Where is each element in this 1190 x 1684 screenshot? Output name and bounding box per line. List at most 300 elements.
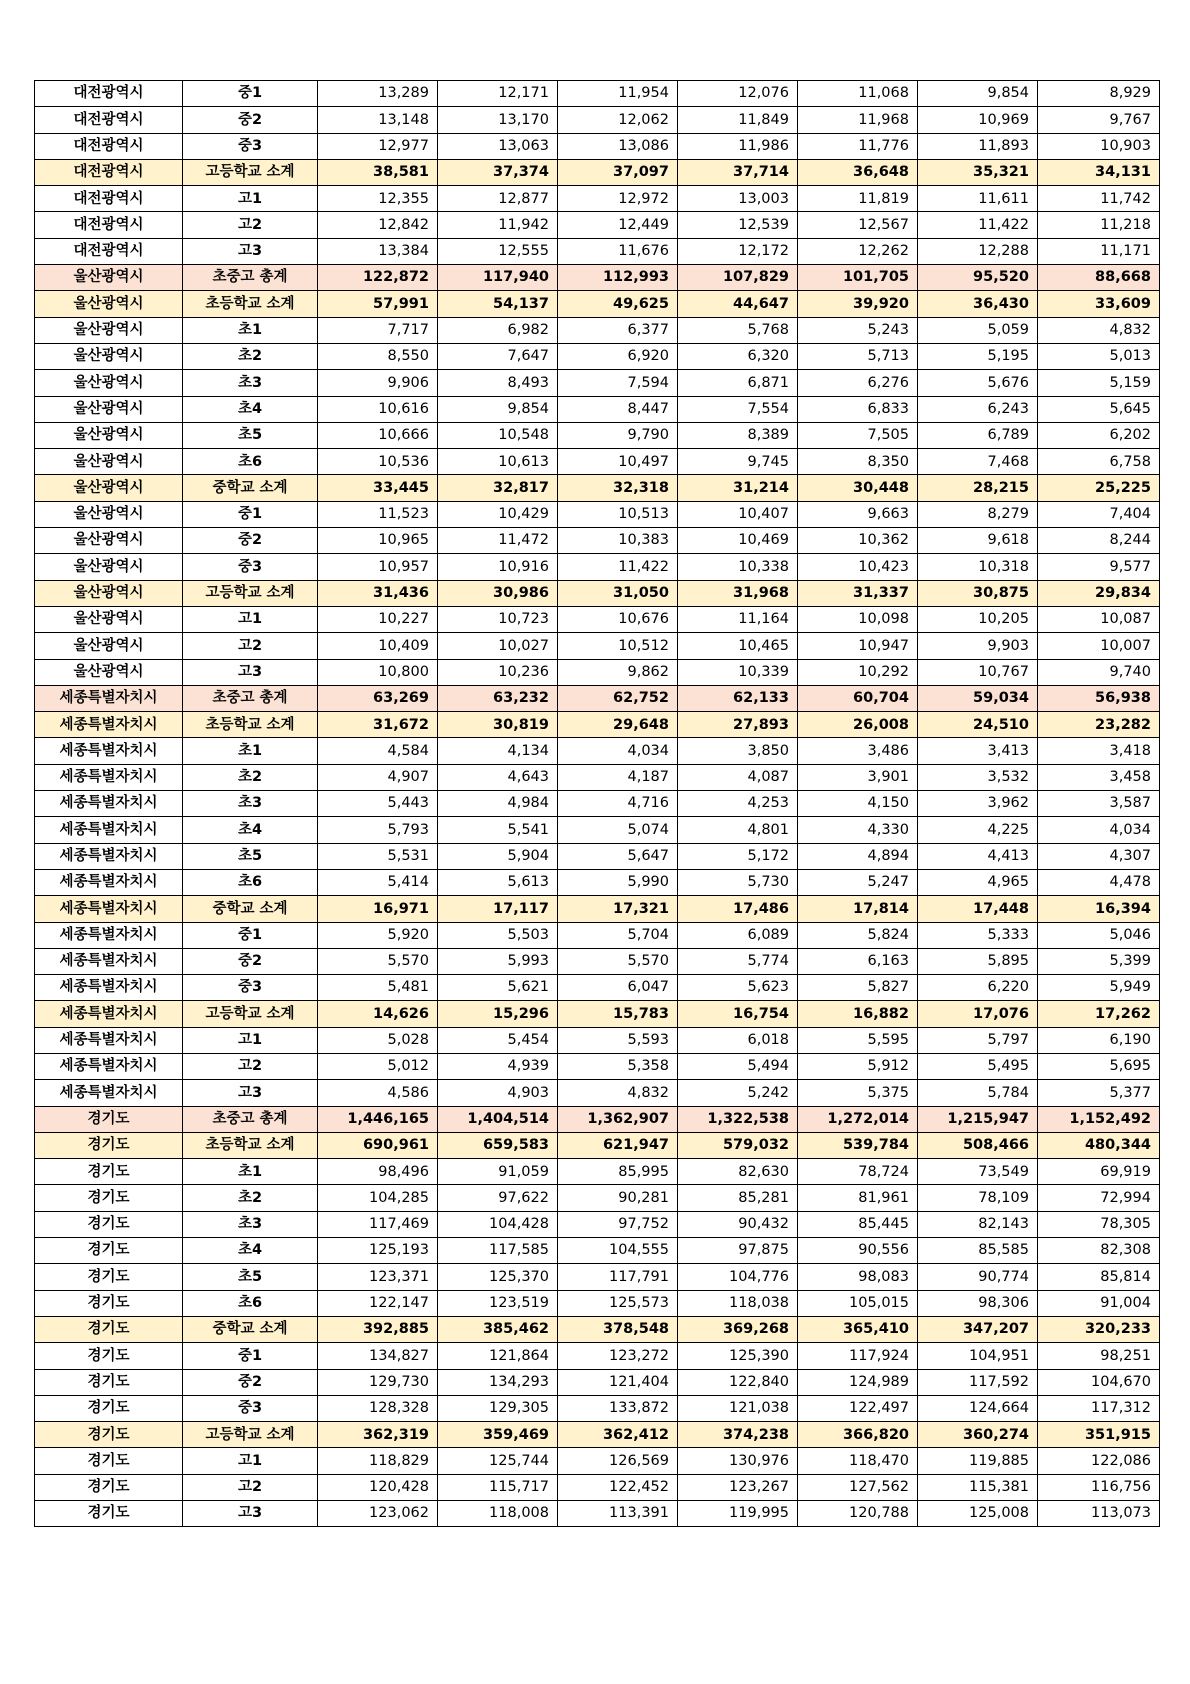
value-cell: 13,086 <box>558 133 678 159</box>
grade-cell: 초1 <box>183 1159 318 1185</box>
value-cell: 10,548 <box>438 422 558 448</box>
value-cell: 12,288 <box>918 238 1038 264</box>
value-cell: 104,428 <box>438 1211 558 1237</box>
value-cell: 85,445 <box>798 1211 918 1237</box>
value-cell: 125,008 <box>918 1501 1038 1527</box>
value-cell: 97,875 <box>678 1238 798 1264</box>
value-cell: 5,774 <box>678 948 798 974</box>
value-cell: 115,717 <box>438 1474 558 1500</box>
table-row <box>35 1474 1160 1500</box>
value-cell: 82,308 <box>1038 1238 1160 1264</box>
value-cell: 6,320 <box>678 343 798 369</box>
value-cell: 8,244 <box>1038 528 1160 554</box>
value-cell: 10,292 <box>798 659 918 685</box>
table-row <box>35 869 1160 895</box>
value-cell: 347,207 <box>918 1316 1038 1342</box>
table-row <box>35 633 1160 659</box>
value-cell: 579,032 <box>678 1132 798 1158</box>
value-cell: 9,854 <box>438 396 558 422</box>
value-cell: 129,305 <box>438 1395 558 1421</box>
table-row <box>35 1343 1160 1369</box>
value-cell: 1,446,165 <box>318 1106 438 1132</box>
value-cell: 5,990 <box>558 869 678 895</box>
value-cell: 117,585 <box>438 1238 558 1264</box>
value-cell: 3,850 <box>678 738 798 764</box>
grade-cell: 고1 <box>183 186 318 212</box>
value-cell: 5,531 <box>318 843 438 869</box>
table-row <box>35 1238 1160 1264</box>
region-cell: 경기도 <box>35 1290 183 1316</box>
region-cell: 세종특별자치시 <box>35 948 183 974</box>
region-cell: 울산광역시 <box>35 580 183 606</box>
value-cell: 12,977 <box>318 133 438 159</box>
value-cell: 4,832 <box>558 1080 678 1106</box>
value-cell: 118,829 <box>318 1448 438 1474</box>
value-cell: 4,716 <box>558 791 678 817</box>
value-cell: 116,756 <box>1038 1474 1160 1500</box>
grade-cell: 고3 <box>183 238 318 264</box>
value-cell: 10,423 <box>798 554 918 580</box>
region-cell: 울산광역시 <box>35 501 183 527</box>
value-cell: 8,550 <box>318 343 438 369</box>
value-cell: 369,268 <box>678 1316 798 1342</box>
region-cell: 세종특별자치시 <box>35 1027 183 1053</box>
value-cell: 7,404 <box>1038 501 1160 527</box>
grade-cell: 초등학교 소계 <box>183 291 318 317</box>
value-cell: 98,083 <box>798 1264 918 1290</box>
value-cell: 101,705 <box>798 265 918 291</box>
region-cell: 울산광역시 <box>35 265 183 291</box>
value-cell: 12,972 <box>558 186 678 212</box>
value-cell: 10,767 <box>918 659 1038 685</box>
value-cell: 5,541 <box>438 817 558 843</box>
value-cell: 118,038 <box>678 1290 798 1316</box>
grade-cell: 초중고 총계 <box>183 685 318 711</box>
region-cell: 울산광역시 <box>35 343 183 369</box>
region-cell: 경기도 <box>35 1132 183 1158</box>
table-row <box>35 1290 1160 1316</box>
value-cell: 9,862 <box>558 659 678 685</box>
value-cell: 123,272 <box>558 1343 678 1369</box>
value-cell: 5,768 <box>678 317 798 343</box>
grade-cell: 고등학교 소계 <box>183 1422 318 1448</box>
value-cell: 4,832 <box>1038 317 1160 343</box>
value-cell: 3,413 <box>918 738 1038 764</box>
grade-cell: 고2 <box>183 633 318 659</box>
value-cell: 44,647 <box>678 291 798 317</box>
value-cell: 5,676 <box>918 370 1038 396</box>
value-cell: 5,784 <box>918 1080 1038 1106</box>
value-cell: 121,864 <box>438 1343 558 1369</box>
value-cell: 5,793 <box>318 817 438 843</box>
value-cell: 17,814 <box>798 896 918 922</box>
grade-cell: 초등학교 소계 <box>183 1132 318 1158</box>
value-cell: 10,666 <box>318 422 438 448</box>
value-cell: 1,322,538 <box>678 1106 798 1132</box>
value-cell: 11,742 <box>1038 186 1160 212</box>
value-cell: 351,915 <box>1038 1422 1160 1448</box>
grade-cell: 고3 <box>183 659 318 685</box>
value-cell: 85,814 <box>1038 1264 1160 1290</box>
value-cell: 4,034 <box>558 738 678 764</box>
table-row <box>35 396 1160 422</box>
region-cell: 세종특별자치시 <box>35 896 183 922</box>
value-cell: 5,247 <box>798 869 918 895</box>
value-cell: 10,947 <box>798 633 918 659</box>
value-cell: 10,613 <box>438 449 558 475</box>
region-cell: 울산광역시 <box>35 370 183 396</box>
region-cell: 경기도 <box>35 1448 183 1474</box>
table-row <box>35 317 1160 343</box>
table-row <box>35 1264 1160 1290</box>
value-cell: 362,412 <box>558 1422 678 1448</box>
value-cell: 4,253 <box>678 791 798 817</box>
value-cell: 122,147 <box>318 1290 438 1316</box>
value-cell: 5,159 <box>1038 370 1160 396</box>
grade-cell: 중학교 소계 <box>183 896 318 922</box>
value-cell: 30,875 <box>918 580 1038 606</box>
table-row <box>35 1185 1160 1211</box>
value-cell: 123,062 <box>318 1501 438 1527</box>
value-cell: 62,752 <box>558 685 678 711</box>
value-cell: 10,383 <box>558 528 678 554</box>
value-cell: 366,820 <box>798 1422 918 1448</box>
grade-cell: 초등학교 소계 <box>183 712 318 738</box>
table-row <box>35 1159 1160 1185</box>
value-cell: 9,618 <box>918 528 1038 554</box>
subtotal-row <box>35 159 1160 185</box>
value-cell: 6,833 <box>798 396 918 422</box>
region-cell: 울산광역시 <box>35 528 183 554</box>
table-row <box>35 948 1160 974</box>
value-cell: 3,901 <box>798 764 918 790</box>
value-cell: 16,754 <box>678 1001 798 1027</box>
value-cell: 56,938 <box>1038 685 1160 711</box>
value-cell: 10,339 <box>678 659 798 685</box>
subtotal-row <box>35 896 1160 922</box>
value-cell: 16,882 <box>798 1001 918 1027</box>
total-row <box>35 1106 1160 1132</box>
value-cell: 10,318 <box>918 554 1038 580</box>
value-cell: 5,195 <box>918 343 1038 369</box>
grade-cell: 중학교 소계 <box>183 475 318 501</box>
value-cell: 6,871 <box>678 370 798 396</box>
grade-cell: 고3 <box>183 1501 318 1527</box>
value-cell: 11,171 <box>1038 238 1160 264</box>
value-cell: 7,554 <box>678 396 798 422</box>
value-cell: 98,496 <box>318 1159 438 1185</box>
value-cell: 10,957 <box>318 554 438 580</box>
value-cell: 104,951 <box>918 1343 1038 1369</box>
region-cell: 경기도 <box>35 1185 183 1211</box>
value-cell: 30,448 <box>798 475 918 501</box>
value-cell: 10,965 <box>318 528 438 554</box>
value-cell: 4,150 <box>798 791 918 817</box>
table-row <box>35 449 1160 475</box>
value-cell: 63,232 <box>438 685 558 711</box>
value-cell: 10,027 <box>438 633 558 659</box>
value-cell: 6,163 <box>798 948 918 974</box>
grade-cell: 초6 <box>183 1290 318 1316</box>
value-cell: 3,962 <box>918 791 1038 817</box>
value-cell: 120,788 <box>798 1501 918 1527</box>
value-cell: 6,789 <box>918 422 1038 448</box>
grade-cell: 중2 <box>183 107 318 133</box>
value-cell: 119,885 <box>918 1448 1038 1474</box>
value-cell: 7,647 <box>438 343 558 369</box>
value-cell: 5,904 <box>438 843 558 869</box>
grade-cell: 초5 <box>183 422 318 448</box>
value-cell: 10,497 <box>558 449 678 475</box>
value-cell: 13,063 <box>438 133 558 159</box>
value-cell: 1,272,014 <box>798 1106 918 1132</box>
value-cell: 37,097 <box>558 159 678 185</box>
grade-cell: 초3 <box>183 1211 318 1237</box>
value-cell: 12,076 <box>678 81 798 107</box>
value-cell: 30,819 <box>438 712 558 738</box>
value-cell: 97,752 <box>558 1211 678 1237</box>
value-cell: 4,907 <box>318 764 438 790</box>
value-cell: 3,418 <box>1038 738 1160 764</box>
value-cell: 4,034 <box>1038 817 1160 843</box>
value-cell: 6,243 <box>918 396 1038 422</box>
value-cell: 365,410 <box>798 1316 918 1342</box>
grade-cell: 중2 <box>183 948 318 974</box>
value-cell: 4,187 <box>558 764 678 790</box>
value-cell: 8,389 <box>678 422 798 448</box>
table-row <box>35 186 1160 212</box>
value-cell: 122,872 <box>318 265 438 291</box>
table-row <box>35 422 1160 448</box>
value-cell: 11,968 <box>798 107 918 133</box>
value-cell: 690,961 <box>318 1132 438 1158</box>
value-cell: 128,328 <box>318 1395 438 1421</box>
value-cell: 378,548 <box>558 1316 678 1342</box>
value-cell: 85,281 <box>678 1185 798 1211</box>
value-cell: 5,012 <box>318 1053 438 1079</box>
value-cell: 5,046 <box>1038 922 1160 948</box>
value-cell: 12,877 <box>438 186 558 212</box>
value-cell: 5,949 <box>1038 975 1160 1001</box>
value-cell: 15,296 <box>438 1001 558 1027</box>
value-cell: 9,903 <box>918 633 1038 659</box>
region-cell: 대전광역시 <box>35 133 183 159</box>
value-cell: 5,593 <box>558 1027 678 1053</box>
value-cell: 98,251 <box>1038 1343 1160 1369</box>
value-cell: 1,152,492 <box>1038 1106 1160 1132</box>
grade-cell: 초6 <box>183 449 318 475</box>
value-cell: 508,466 <box>918 1132 1038 1158</box>
value-cell: 123,371 <box>318 1264 438 1290</box>
value-cell: 12,449 <box>558 212 678 238</box>
value-cell: 3,458 <box>1038 764 1160 790</box>
value-cell: 130,976 <box>678 1448 798 1474</box>
value-cell: 134,827 <box>318 1343 438 1369</box>
value-cell: 10,362 <box>798 528 918 554</box>
region-cell: 세종특별자치시 <box>35 712 183 738</box>
value-cell: 34,131 <box>1038 159 1160 185</box>
value-cell: 91,059 <box>438 1159 558 1185</box>
value-cell: 6,190 <box>1038 1027 1160 1053</box>
value-cell: 113,391 <box>558 1501 678 1527</box>
region-cell: 경기도 <box>35 1422 183 1448</box>
value-cell: 31,968 <box>678 580 798 606</box>
value-cell: 39,920 <box>798 291 918 317</box>
value-cell: 7,594 <box>558 370 678 396</box>
value-cell: 10,429 <box>438 501 558 527</box>
grade-cell: 고등학교 소계 <box>183 159 318 185</box>
table-row <box>35 501 1160 527</box>
value-cell: 129,730 <box>318 1369 438 1395</box>
value-cell: 10,205 <box>918 606 1038 632</box>
value-cell: 4,413 <box>918 843 1038 869</box>
region-cell: 울산광역시 <box>35 475 183 501</box>
value-cell: 117,469 <box>318 1211 438 1237</box>
value-cell: 4,894 <box>798 843 918 869</box>
value-cell: 31,337 <box>798 580 918 606</box>
grade-cell: 초1 <box>183 317 318 343</box>
value-cell: 120,428 <box>318 1474 438 1500</box>
value-cell: 31,050 <box>558 580 678 606</box>
value-cell: 4,586 <box>318 1080 438 1106</box>
value-cell: 78,724 <box>798 1159 918 1185</box>
grade-cell: 고3 <box>183 1080 318 1106</box>
value-cell: 5,494 <box>678 1053 798 1079</box>
value-cell: 28,215 <box>918 475 1038 501</box>
value-cell: 5,059 <box>918 317 1038 343</box>
value-cell: 5,797 <box>918 1027 1038 1053</box>
value-cell: 11,954 <box>558 81 678 107</box>
value-cell: 98,306 <box>918 1290 1038 1316</box>
value-cell: 33,609 <box>1038 291 1160 317</box>
value-cell: 38,581 <box>318 159 438 185</box>
value-cell: 9,790 <box>558 422 678 448</box>
value-cell: 104,285 <box>318 1185 438 1211</box>
value-cell: 4,903 <box>438 1080 558 1106</box>
region-cell: 경기도 <box>35 1106 183 1132</box>
value-cell: 10,616 <box>318 396 438 422</box>
value-cell: 125,370 <box>438 1264 558 1290</box>
value-cell: 5,399 <box>1038 948 1160 974</box>
value-cell: 121,038 <box>678 1395 798 1421</box>
value-cell: 134,293 <box>438 1369 558 1395</box>
value-cell: 10,916 <box>438 554 558 580</box>
value-cell: 10,338 <box>678 554 798 580</box>
value-cell: 11,776 <box>798 133 918 159</box>
value-cell: 5,454 <box>438 1027 558 1053</box>
value-cell: 10,512 <box>558 633 678 659</box>
value-cell: 27,893 <box>678 712 798 738</box>
value-cell: 5,827 <box>798 975 918 1001</box>
value-cell: 9,740 <box>1038 659 1160 685</box>
value-cell: 17,321 <box>558 896 678 922</box>
value-cell: 5,333 <box>918 922 1038 948</box>
value-cell: 125,193 <box>318 1238 438 1264</box>
value-cell: 88,668 <box>1038 265 1160 291</box>
value-cell: 13,289 <box>318 81 438 107</box>
value-cell: 5,695 <box>1038 1053 1160 1079</box>
value-cell: 12,539 <box>678 212 798 238</box>
region-cell: 울산광역시 <box>35 396 183 422</box>
value-cell: 4,984 <box>438 791 558 817</box>
value-cell: 11,942 <box>438 212 558 238</box>
grade-cell: 중3 <box>183 554 318 580</box>
grade-cell: 고1 <box>183 1448 318 1474</box>
value-cell: 5,713 <box>798 343 918 369</box>
value-cell: 8,493 <box>438 370 558 396</box>
grade-cell: 초중고 총계 <box>183 1106 318 1132</box>
value-cell: 54,137 <box>438 291 558 317</box>
value-cell: 6,089 <box>678 922 798 948</box>
grade-cell: 초2 <box>183 764 318 790</box>
value-cell: 122,452 <box>558 1474 678 1500</box>
subtotal-row <box>35 291 1160 317</box>
value-cell: 117,924 <box>798 1343 918 1369</box>
value-cell: 73,549 <box>918 1159 1038 1185</box>
value-cell: 10,800 <box>318 659 438 685</box>
subtotal-row <box>35 1422 1160 1448</box>
value-cell: 5,613 <box>438 869 558 895</box>
value-cell: 5,993 <box>438 948 558 974</box>
value-cell: 5,481 <box>318 975 438 1001</box>
value-cell: 29,648 <box>558 712 678 738</box>
table-row <box>35 133 1160 159</box>
value-cell: 1,362,907 <box>558 1106 678 1132</box>
region-cell: 대전광역시 <box>35 238 183 264</box>
value-cell: 13,170 <box>438 107 558 133</box>
region-cell: 세종특별자치시 <box>35 764 183 790</box>
region-cell: 울산광역시 <box>35 554 183 580</box>
value-cell: 374,238 <box>678 1422 798 1448</box>
value-cell: 4,087 <box>678 764 798 790</box>
value-cell: 11,068 <box>798 81 918 107</box>
value-cell: 5,730 <box>678 869 798 895</box>
region-cell: 대전광역시 <box>35 212 183 238</box>
value-cell: 9,854 <box>918 81 1038 107</box>
value-cell: 12,262 <box>798 238 918 264</box>
value-cell: 659,583 <box>438 1132 558 1158</box>
value-cell: 4,939 <box>438 1053 558 1079</box>
region-cell: 경기도 <box>35 1369 183 1395</box>
grade-cell: 고등학교 소계 <box>183 580 318 606</box>
grade-cell: 고2 <box>183 1053 318 1079</box>
value-cell: 539,784 <box>798 1132 918 1158</box>
value-cell: 9,577 <box>1038 554 1160 580</box>
value-cell: 112,993 <box>558 265 678 291</box>
table-row <box>35 1053 1160 1079</box>
region-cell: 대전광역시 <box>35 81 183 107</box>
region-cell: 대전광역시 <box>35 159 183 185</box>
value-cell: 118,470 <box>798 1448 918 1474</box>
grade-cell: 초중고 총계 <box>183 265 318 291</box>
value-cell: 10,723 <box>438 606 558 632</box>
value-cell: 124,664 <box>918 1395 1038 1421</box>
value-cell: 4,801 <box>678 817 798 843</box>
value-cell: 4,134 <box>438 738 558 764</box>
value-cell: 6,758 <box>1038 449 1160 475</box>
value-cell: 385,462 <box>438 1316 558 1342</box>
table-row <box>35 791 1160 817</box>
region-cell: 울산광역시 <box>35 317 183 343</box>
value-cell: 97,622 <box>438 1185 558 1211</box>
value-cell: 122,086 <box>1038 1448 1160 1474</box>
region-cell: 세종특별자치시 <box>35 1001 183 1027</box>
value-cell: 72,994 <box>1038 1185 1160 1211</box>
value-cell: 26,008 <box>798 712 918 738</box>
grade-cell: 고1 <box>183 1027 318 1053</box>
table-row <box>35 238 1160 264</box>
value-cell: 11,611 <box>918 186 1038 212</box>
